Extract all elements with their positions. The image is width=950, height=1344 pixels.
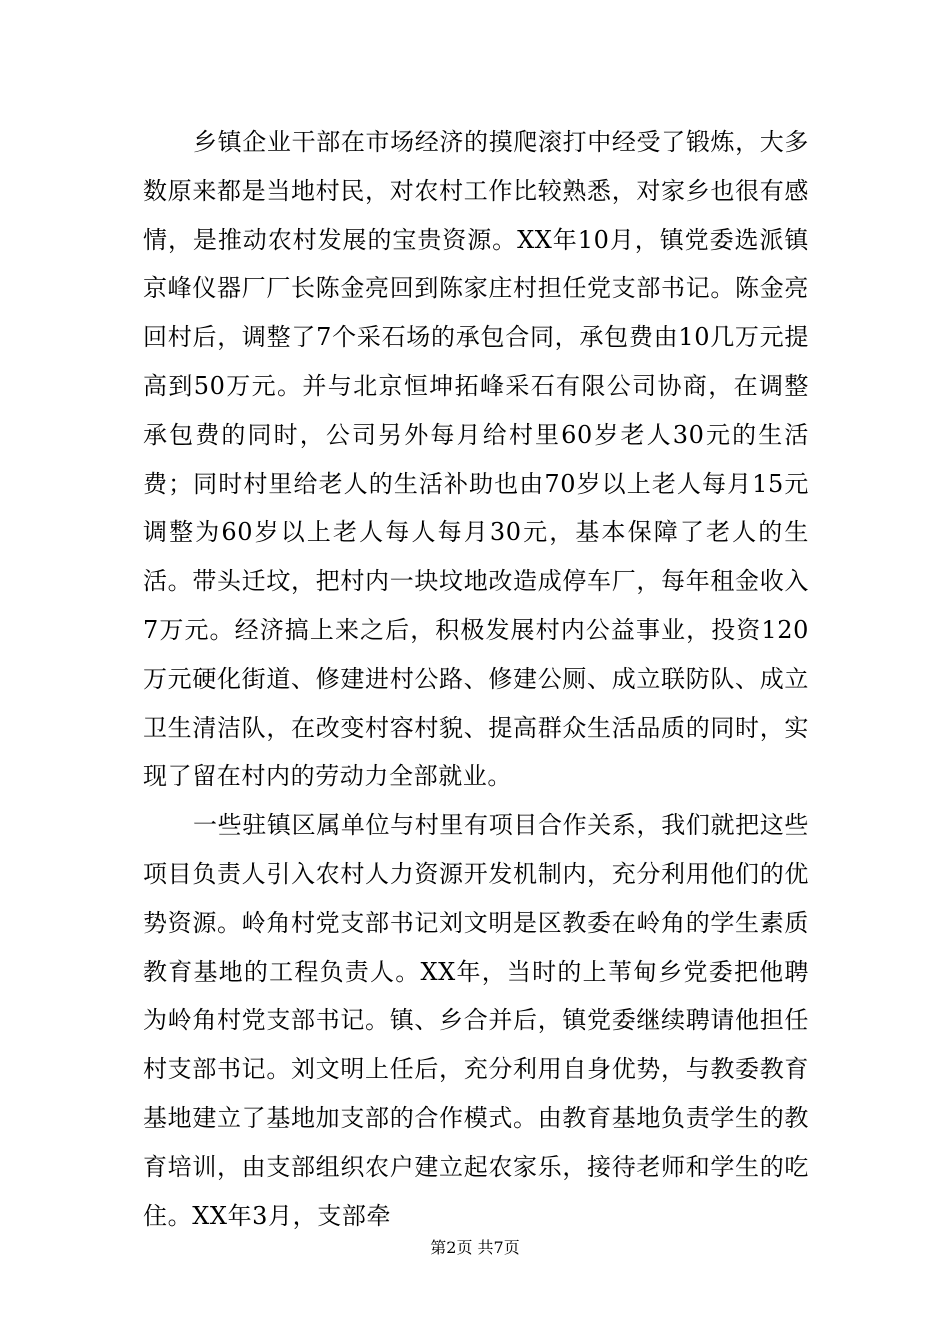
paragraph-2: 一些驻镇区属单位与村里有项目合作关系，我们就把这些项目负责人引入农村人力资源开发机制内，充分利用他们的优势资源。岭角村党支部书记刘文明是区教委在岭角的学生素质教育基地的工程负责人。XX年，当时的上苇甸乡党委把他聘为岭角村党支部书记。镇、乡合并后，镇党委继续聘请他担任村支部书记。刘文明上任后，充分利用自身优势，与教委教育基地建立了基地加支部的合作模式。由教育基地负责学生的教育培训，由支部组织农户建立起农家乐，接待老师和学生的吃住。XX年3月，支部牵 (143, 811, 809, 1230)
page-footer: 第2页 共7页 (430, 1238, 520, 1257)
document-body (143, 118, 809, 1240)
paragraph-1: 乡镇企业干部在市场经济的摸爬滚打中经受了锻炼，大多数原来都是当地村民，对农村工作比较熟悉，对家乡也很有感情，是推动农村发展的宝贵资源。XX年10月，镇党委选派镇京峰仪器厂厂长陈金亮回到陈家庄村担任党支部书记。陈金亮回村后，调整了7个采石场的承包合同，承包费由10几万元提高到50万元。并与北京恒坤拓峰采石有限公司协商，在调整承包费的同时，公司另外每月给村里60岁老人30元的生活费；同时村里给老人的生活补助也由70岁以上老人每月15元调整为60岁以上老人每人每月30元，基本保障了老人的生活。带头迁坟，把村内一块坟地改造成停车厂，每年租金收入7万元。经济搞上来之后，积极发展村内公益事业，投资120万元硬化街道、修建进村公路、修建公厕、成立联防队、成立卫生清洁队，在改变村容村貌、提高群众生活品质的同时，实现了留在村内的劳动力全部就业。 (143, 128, 809, 791)
